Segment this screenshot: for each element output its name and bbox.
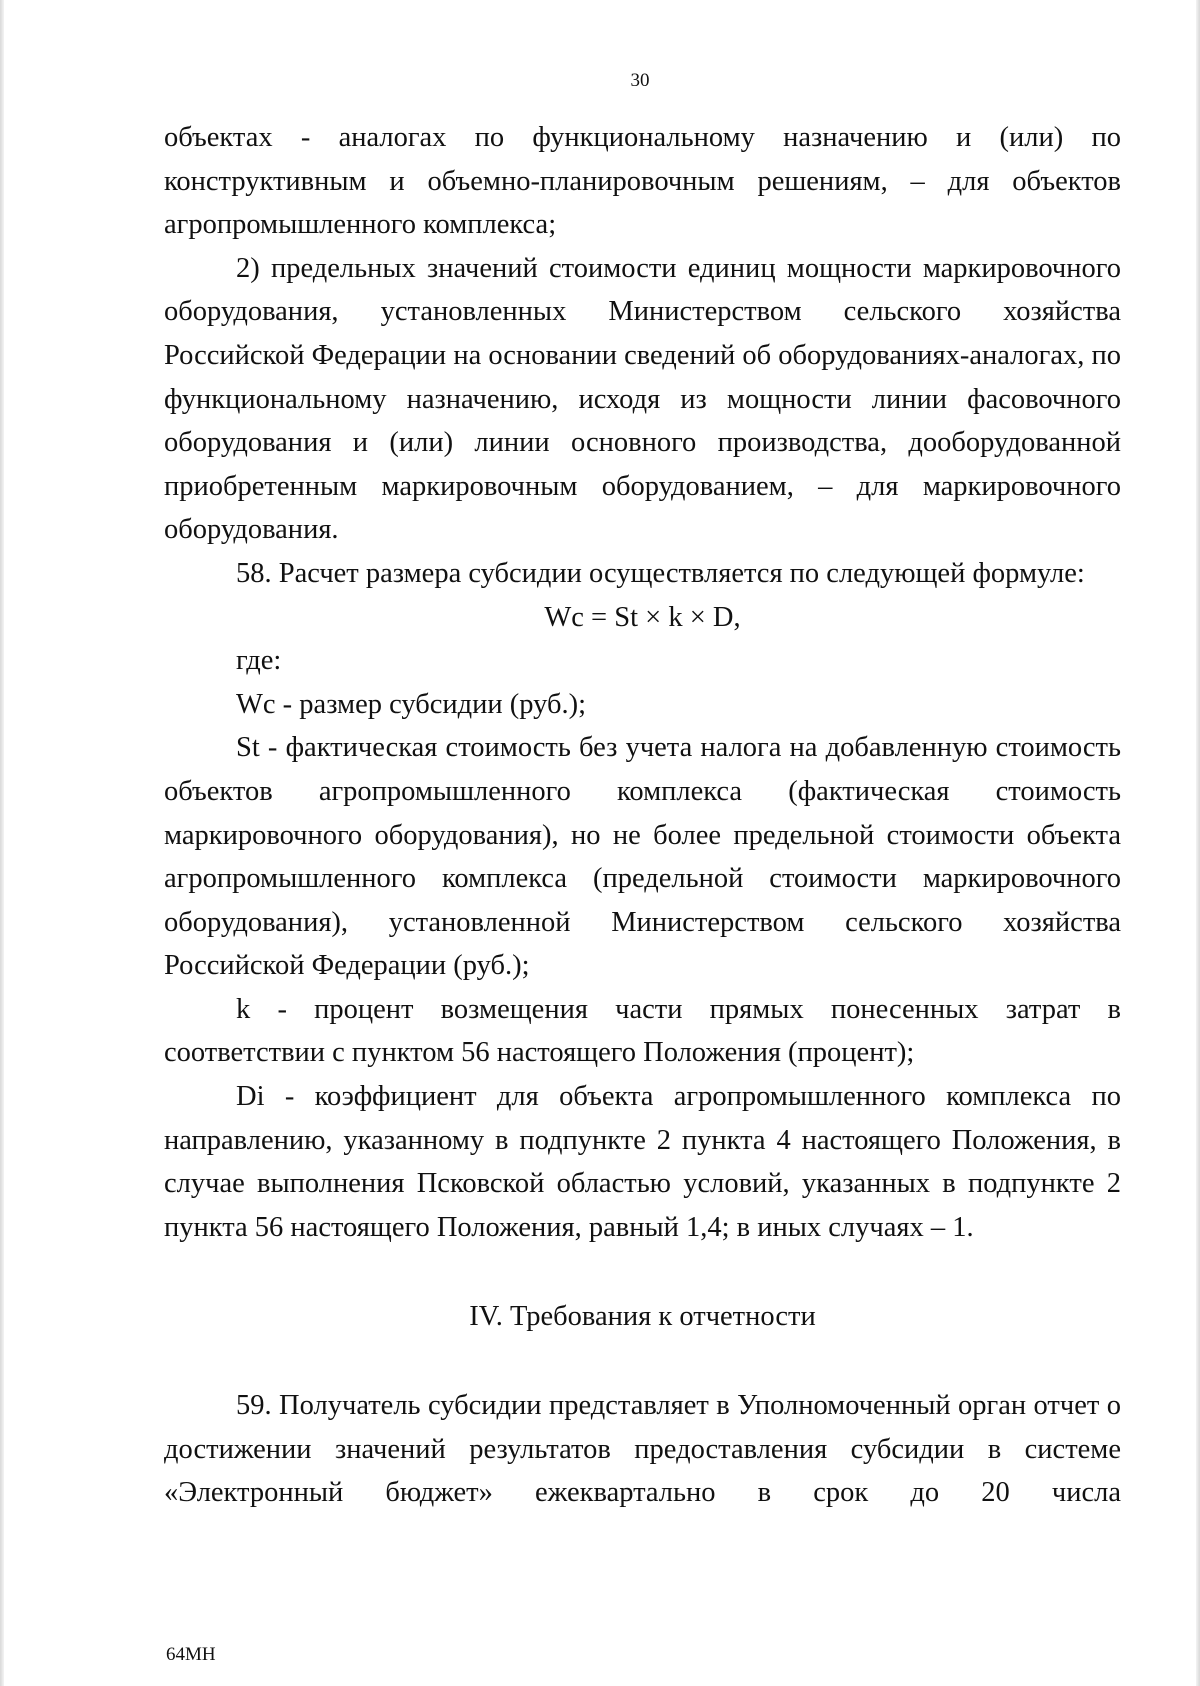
paragraph-item-2: 2) предельных значений стоимости единиц мощности маркировочного оборудования, установленных Министерством сельского хозяйства Российской Федерации на основании сведений об оборудованиях-аналогах, по функциональному назначению, исходя из мощности линии фасовочного оборудования и (или) линии основного производства, дооборудованной приобретенным маркировочным оборудованием, – для маркировочного оборудования. [164, 252, 1121, 546]
section-heading: IV. Требования к отчетности [469, 1301, 816, 1333]
where-label: где: [236, 645, 282, 677]
paragraph-continuation: объектах - аналогах по функциональному назначению и (или) по конструктивным и объемно-планировочным решениям, – для объектов агропромышленного комплекса; [164, 122, 1121, 241]
paragraph-59: 59. Получатель субсидии представляет в Уполномоченный орган отчет о достижении значений результатов предоставления субсидии в системе «Электронный бюджет» ежеквартально в срок до 20 числа [164, 1390, 1121, 1509]
scan-edge-left [0, 0, 4, 1686]
document-body [164, 116, 1121, 1515]
definition-di: Di - коэффициент для объекта агропромышленного комплекса по направлению, указанному в подпункте 2 пункта 4 настоящего Положения, в случае выполнения Псковской областью условий, указанных в подпункте 2 пункта 56 настоящего Положения, равный 1,4; в иных случаях – 1. [164, 1081, 1121, 1243]
formula: Wc = St × k × D, [544, 601, 741, 633]
paragraph-58: 58. Расчет размера субсидии осуществляется по следующей формуле: [236, 557, 1085, 589]
page-number: 30 [630, 70, 650, 91]
definition-wc: Wc - размер субсидии (руб.); [236, 688, 587, 720]
definition-st: St - фактическая стоимость без учета налога на добавленную стоимость объектов агропромышленного комплекса (фактическая стоимость маркировочного оборудования), но не более предельной стоимости объекта агропромышленного комплекса (предельной стоимости маркировочного оборудования), установленной Министерством сельского хозяйства Российской Федерации (руб.); [164, 732, 1121, 982]
scan-edge-right [1196, 0, 1200, 1686]
definition-k: k - процент возмещения части прямых понесенных затрат в соответствии с пунктом 56 настоящего Положения (процент); [164, 993, 1121, 1069]
footer-document-code: 64МН [166, 1644, 216, 1665]
